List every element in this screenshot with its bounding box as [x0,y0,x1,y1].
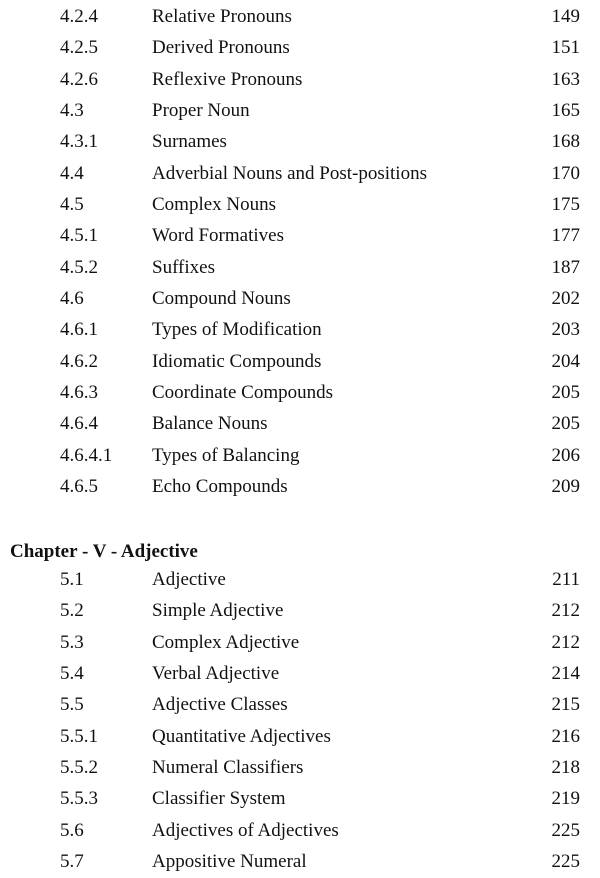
toc-entry [0,564,600,595]
toc-section-nouns [0,1,600,503]
section-number: 5.6 [60,819,84,841]
toc-entry [0,658,600,689]
section-title: Complex Nouns [152,194,277,216]
page-number: 225 [551,851,580,873]
section-title: Adjectives of Adjectives [152,819,339,841]
toc-entry [0,252,600,283]
section-number: 4.3 [60,100,84,122]
section-number: 4.4 [60,162,84,184]
page-number: 209 [551,476,580,498]
toc-entry [0,627,600,658]
page-number: 149 [551,6,580,27]
page-number: 215 [551,694,580,716]
page-number: 151 [551,37,580,59]
page-number: 216 [551,725,580,747]
toc-entry [0,471,600,502]
section-number: 4.2.5 [60,37,98,59]
toc-entry [0,158,600,189]
section-number: 4.6.1 [60,319,98,341]
section-number: 5.5.2 [60,757,98,779]
section-number: 5.5 [60,694,84,716]
section-title: Adjective [152,569,226,590]
page-number: 218 [551,757,580,779]
page-number: 225 [551,819,580,841]
section-title: Echo Compounds [152,476,288,498]
section-title: Types of Balancing [152,444,300,466]
section-title: Derived Pronouns [152,37,290,59]
section-number: 5.3 [60,631,84,653]
toc-entry [0,220,600,251]
section-number: 5.5.1 [60,725,98,747]
section-number: 4.6.5 [60,476,98,498]
section-title: Idiomatic Compounds [152,350,322,372]
toc-entry [0,815,600,846]
section-title: Balance Nouns [152,413,268,435]
toc-entry [0,95,600,126]
toc-entry [0,440,600,471]
section-number: 4.6.2 [60,350,98,372]
page-number: 205 [551,382,580,404]
toc-entry [0,377,600,408]
section-number: 4.6 [60,288,84,310]
toc-entry [0,721,600,752]
toc-entry [0,126,600,157]
toc-entry [0,346,600,377]
toc-entry [0,1,600,32]
section-title: Quantitative Adjectives [152,725,331,747]
page-number: 205 [551,413,580,435]
section-title: Word Formatives [152,225,284,247]
page-number: 219 [551,788,580,810]
page-number: 211 [552,569,580,590]
section-title: Simple Adjective [152,600,284,622]
section-title: Reflexive Pronouns [152,68,303,90]
section-title: Suffixes [152,256,215,278]
toc-entry [0,752,600,783]
toc-entry [0,689,600,720]
section-number: 4.2.4 [60,6,98,27]
page-number: 212 [551,600,580,622]
section-number: 4.6.4.1 [60,444,113,466]
section-number: 4.2.6 [60,68,98,90]
page-number: 168 [551,131,580,153]
toc-entry [0,783,600,814]
section-number: 5.1 [60,569,84,590]
chapter-heading: Chapter - V - Adjective [10,541,198,562]
section-title: Appositive Numeral [152,851,307,873]
section-title: Complex Adjective [152,631,300,653]
toc-section-adjective [0,564,600,877]
toc-entry [0,595,600,626]
section-number: 4.3.1 [60,131,98,153]
section-title: Verbal Adjective [152,663,280,685]
section-title: Types of Modification [152,319,322,341]
section-title: Relative Pronouns [152,6,292,27]
section-number: 5.5.3 [60,788,98,810]
section-title: Proper Noun [152,100,250,122]
section-title: Surnames [152,131,227,153]
page-number: 203 [551,319,580,341]
section-number: 4.5.1 [60,225,98,247]
toc-entry [0,189,600,220]
page-number: 206 [551,444,580,466]
section-title: Coordinate Compounds [152,382,334,404]
toc-entry [0,32,600,63]
toc-entry [0,314,600,345]
page-number: 163 [551,68,580,90]
section-number: 5.2 [60,600,84,622]
section-number: 4.6.3 [60,382,98,404]
section-title: Numeral Classifiers [152,757,304,779]
page-number: 165 [551,100,580,122]
page-number: 175 [551,194,580,216]
page-number: 170 [551,162,580,184]
toc-entry [0,846,600,877]
toc-entry [0,64,600,95]
toc-entry [0,408,600,439]
page-number: 212 [551,631,580,653]
page-number: 202 [551,288,580,310]
page-number: 214 [551,663,580,685]
section-number: 5.4 [60,663,84,685]
section-title: Adverbial Nouns and Post-positions [152,162,427,184]
page-number: 187 [551,256,580,278]
section-number: 4.5.2 [60,256,98,278]
section-title: Classifier System [152,788,286,810]
toc-entry [0,283,600,314]
section-title: Compound Nouns [152,288,291,310]
section-number: 4.5 [60,194,84,216]
section-number: 5.7 [60,851,84,873]
section-number: 4.6.4 [60,413,98,435]
section-title: Adjective Classes [152,694,288,716]
page-number: 204 [551,350,580,372]
page-number: 177 [551,225,580,247]
